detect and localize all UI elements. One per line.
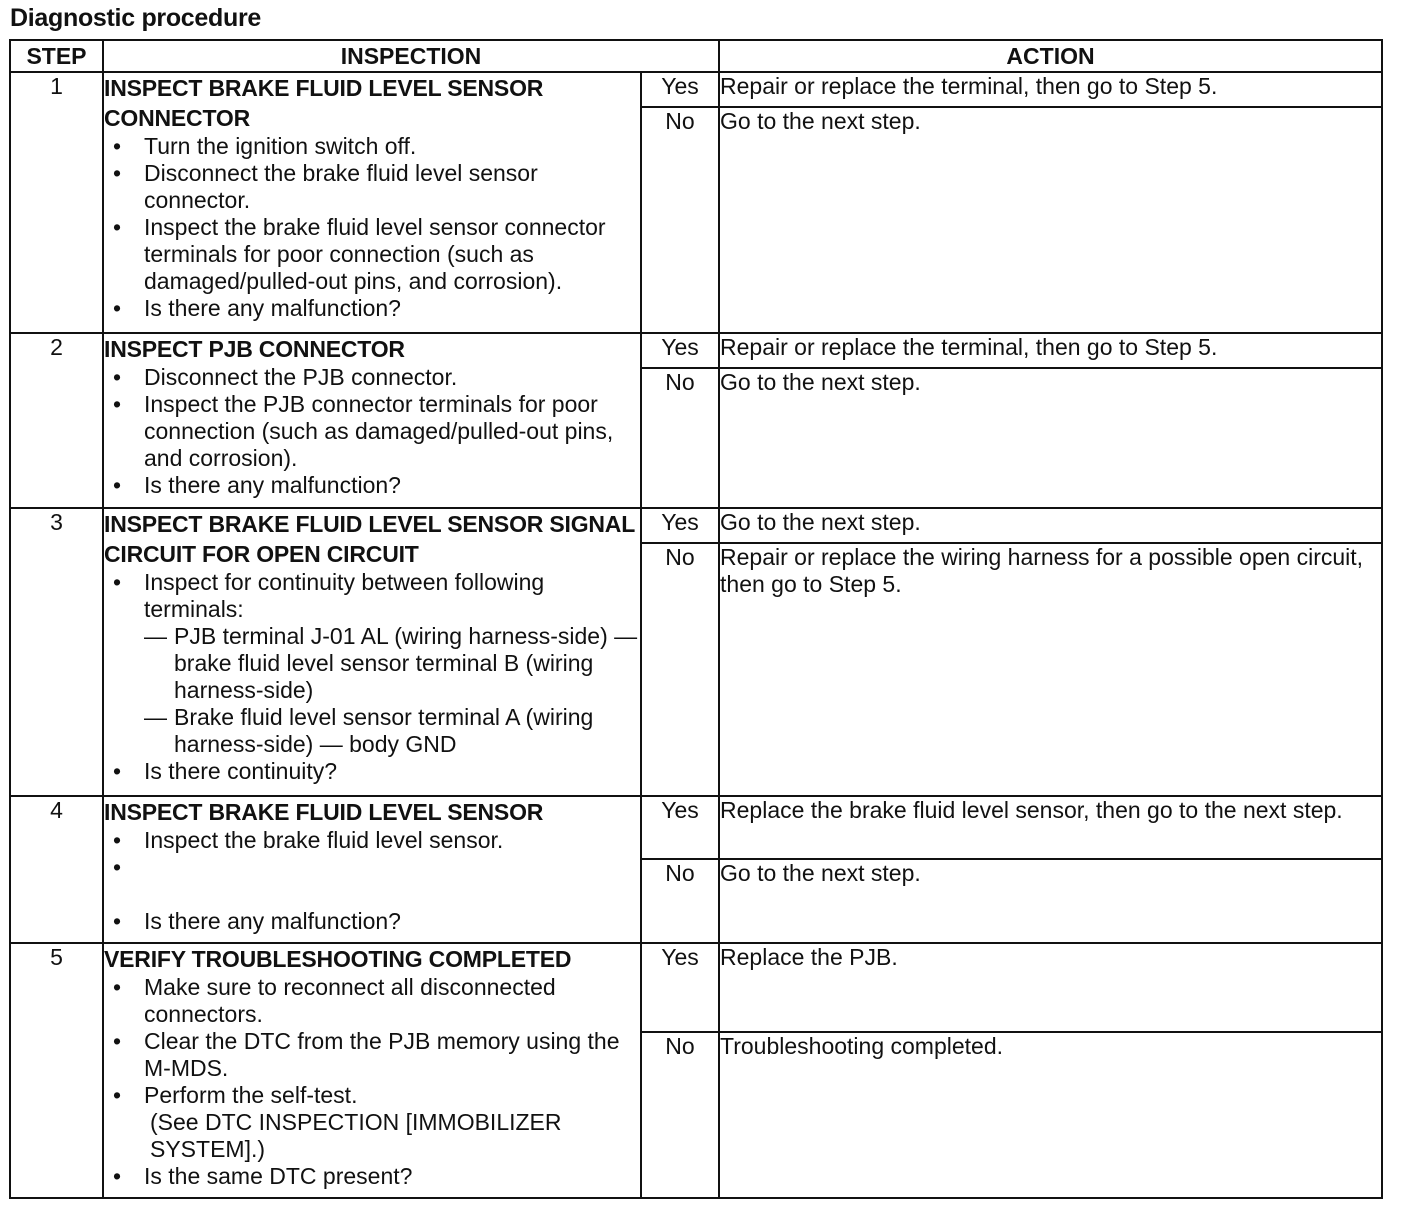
list-item: • Is there continuity? [104, 758, 640, 785]
yes-label: Yes [641, 943, 719, 1032]
bullet-list [104, 974, 640, 1190]
list-item: • Inspect the PJB connector terminals for poor connection (such as damaged/pulled-out pins, and corrosion). [104, 391, 640, 472]
yes-action: Replace the PJB. [719, 943, 1382, 1032]
list-item: • Disconnect the brake fluid level sensor connector. [104, 160, 640, 214]
list-item: • Is there any malfunction? [104, 295, 640, 322]
list-item: • Clear the DTC from the PJB memory using the M-MDS. [104, 1028, 640, 1082]
no-label: No [641, 859, 719, 943]
inspection-cell [103, 508, 641, 796]
inspection-cell [103, 72, 641, 333]
step-number: 5 [10, 943, 103, 1198]
table-row [10, 508, 1382, 543]
header-action: ACTION [719, 40, 1382, 72]
inspection-cell [103, 796, 641, 943]
bullet-list [104, 827, 640, 935]
no-label: No [641, 107, 719, 333]
yes-label: Yes [641, 333, 719, 368]
yes-action: Repair or replace the terminal, then go to Step 5. [719, 333, 1382, 368]
inspection-cell [103, 333, 641, 508]
no-label: No [641, 1032, 719, 1198]
table-row [10, 943, 1382, 1032]
no-action: Repair or replace the wiring harness for a possible open circuit, then go to Step 5. [719, 543, 1382, 796]
list-item: • Inspect the brake fluid level sensor connector terminals for poor connection (such as damaged/pulled-out pins, and corrosion). [104, 214, 640, 295]
list-item: • Is the same DTC present? [104, 1163, 640, 1190]
diagnostic-table [9, 39, 1383, 1199]
sub-list [144, 623, 640, 758]
bullet-list [104, 364, 640, 499]
sub-list-item: — Brake fluid level sensor terminal A (wiring harness-side) — body GND [144, 704, 640, 758]
sub-list-item: — PJB terminal J-01 AL (wiring harness-side) — brake fluid level sensor terminal B (wiring harness-side) [144, 623, 640, 704]
header-step: STEP [10, 40, 103, 72]
step-heading: VERIFY TROUBLESHOOTING COMPLETED [104, 946, 572, 972]
bullet-list [104, 569, 640, 785]
list-item: • Disconnect the PJB connector. [104, 364, 640, 391]
yes-action: Replace the brake fluid level sensor, then go to the next step. [719, 796, 1382, 859]
list-spacer [104, 854, 640, 908]
list-item-text: Inspect for continuity between following terminals: [144, 569, 545, 622]
table-row [10, 796, 1382, 859]
list-item [104, 569, 640, 758]
step-number: 4 [10, 796, 103, 943]
step-number: 1 [10, 72, 103, 333]
step-number: 2 [10, 333, 103, 508]
list-item: • Is there any malfunction? [104, 472, 640, 499]
page-title: Diagnostic procedure [10, 4, 261, 32]
header-inspection: INSPECTION [103, 40, 719, 72]
inspection-cell [103, 943, 641, 1198]
reference-note: (See DTC INSPECTION [IMMOBILIZER SYSTEM].) [150, 1109, 562, 1162]
list-item: • Is there any malfunction? [104, 908, 640, 935]
no-action: Go to the next step. [719, 107, 1382, 333]
list-item: • Inspect the brake fluid level sensor. [104, 827, 640, 854]
table-row [10, 333, 1382, 368]
yes-label: Yes [641, 72, 719, 107]
no-label: No [641, 368, 719, 508]
bullet-list [104, 133, 640, 322]
list-item-text: Perform the self-test. [144, 1082, 358, 1108]
step-number: 3 [10, 508, 103, 796]
list-item [104, 1082, 640, 1163]
table-row [10, 72, 1382, 107]
no-action: Troubleshooting completed. [719, 1032, 1382, 1198]
no-action: Go to the next step. [719, 859, 1382, 943]
yes-action: Go to the next step. [719, 508, 1382, 543]
step-heading: INSPECT PJB CONNECTOR [104, 336, 405, 362]
list-item: • Turn the ignition switch off. [104, 133, 640, 160]
step-heading: INSPECT BRAKE FLUID LEVEL SENSOR CONNECTOR [104, 75, 544, 131]
table-header-row [10, 40, 1382, 72]
step-heading: INSPECT BRAKE FLUID LEVEL SENSOR SIGNAL CIRCUIT FOR OPEN CIRCUIT [104, 511, 635, 567]
no-action: Go to the next step. [719, 368, 1382, 508]
no-label: No [641, 543, 719, 796]
yes-label: Yes [641, 796, 719, 859]
list-item: • Make sure to reconnect all disconnected connectors. [104, 974, 640, 1028]
yes-label: Yes [641, 508, 719, 543]
step-heading: INSPECT BRAKE FLUID LEVEL SENSOR [104, 799, 544, 825]
yes-action: Repair or replace the terminal, then go to Step 5. [719, 72, 1382, 107]
